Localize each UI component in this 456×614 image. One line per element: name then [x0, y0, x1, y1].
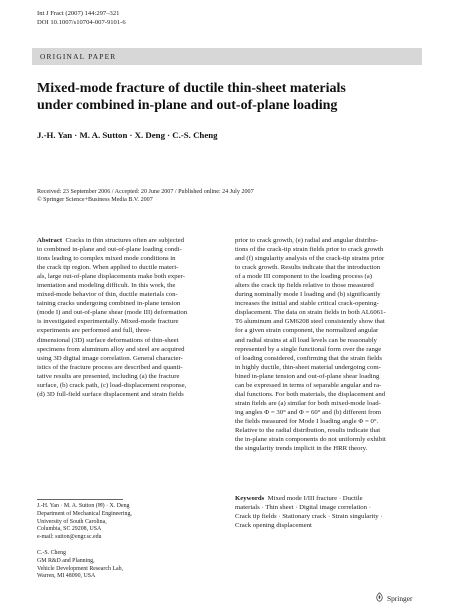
affiliation-line: Warren, MI 48090, USA	[37, 573, 96, 580]
publication-dates	[37, 189, 254, 205]
abstract-line: to crack growth. Results indicate that the introduction	[235, 264, 381, 272]
abstract-line: ing angles Φ = 30° and Φ = 60° and (b) different from	[235, 408, 382, 416]
abstract-line: of loading considered, confirming that the strain fields	[235, 354, 382, 362]
abstract-line: T6 aluminum and GM6208 steel consistently show that	[235, 318, 385, 326]
abstract-line: of a mode III component to the loading process (a)	[235, 273, 373, 281]
abstract-line: bined in-plane tension and out-of-plane shear loading	[235, 372, 380, 380]
affiliation-line: Columbia, SC 29208, USA	[37, 526, 102, 533]
abstract-line: using 3D digital image correlation. General character-	[37, 354, 183, 362]
abstract-left-column	[37, 236, 218, 399]
keywords-line: Crack opening displacement	[235, 522, 312, 530]
abstract-line: the singularity trends implicit in the HRR theory.	[235, 445, 368, 453]
keywords-line: Crack tip fields · Stationary crack · Strain singularity ·	[235, 513, 383, 521]
title-line-1: Mixed-mode fracture of ductile thin-sheet materials	[37, 81, 346, 96]
abstract-line: is investigated experimentally. Mixed-mode fracture	[37, 318, 179, 326]
affiliation-line: Vehicle Development Research Lab,	[37, 565, 124, 572]
abstract-line: prior to crack growth, (e) radial and angular distribu-	[235, 237, 379, 244]
affiliation-line: J.-H. Yan · M. A. Sutton (✉) · X. Deng	[37, 503, 130, 509]
abstract-line: the fields measured for Mode I loading angle Φ = 0°.	[235, 417, 379, 425]
abstract-heading: Abstract	[37, 237, 63, 244]
affiliation-line: GM R&D and Planning,	[37, 557, 95, 564]
abstract-line: alters the crack tip fields relative to those measured	[235, 282, 374, 290]
abstract-line: surface, (b) crack path, (c) load-displacement response,	[37, 381, 187, 389]
abstract-line: increases the initial and stable critical crack-opening-	[235, 300, 379, 308]
abstract-right-column	[235, 236, 418, 453]
abstract-line: experiments are performed and full, three-	[37, 327, 152, 335]
journal-citation	[37, 10, 126, 27]
abstract-line: als, large out-of-plane displacements make both exper-	[37, 273, 185, 281]
abstract-line: during nominally mode I loading and (b) significantly	[235, 291, 381, 299]
springer-logo-icon	[375, 592, 384, 604]
section-label: ORIGINAL PAPER	[40, 51, 117, 61]
author-list: J.-H. Yan · M. A. Sutton · X. Deng · C.-S. Cheng	[37, 130, 218, 140]
affiliation-line: University of South Carolina,	[37, 518, 107, 525]
abstract-line: (d) 3D full-field surface displacement and strain fields	[37, 390, 184, 398]
paper-title	[37, 80, 427, 114]
abstract-line: displacement. The data on strain fields in both AL6061-	[235, 309, 386, 317]
affiliation-usc	[37, 503, 218, 542]
abstract-line: Relative to the radial distribution, results indicate that	[235, 426, 381, 434]
keywords-line: Keywords Mixed mode I/III fracture · Ductile	[235, 495, 363, 502]
affiliation-line: Department of Mechanical Engineering,	[37, 510, 132, 517]
affiliation-line: C.-S. Cheng	[37, 550, 66, 556]
keywords-heading: Keywords	[235, 495, 265, 502]
abstract-line: strain fields are (a) similar for both mixed-mode load-	[235, 399, 381, 407]
abstract-line: dimensional (3D) surface deformations of thin-sheet	[37, 336, 179, 344]
title-line-2: under combined in-plane and out-of-plane loading	[37, 98, 338, 113]
copyright-line: © Springer Science+Business Media B.V. 2007	[37, 196, 153, 203]
abstract-line: tions of the crack-tip strain fields prior to crack growth	[235, 246, 384, 254]
abstract-line: mixed-mode behavior of thin, ductile materials con-	[37, 291, 178, 299]
abstract-line: and radial strains at all load levels can be reasonably	[235, 336, 377, 344]
abstract-line: can be expressed in terms of separable angular and ra-	[235, 381, 382, 389]
abstract-line: imentation and modeling difficult. In this work, the	[37, 282, 176, 290]
keywords-block	[235, 494, 418, 530]
abstract-line: and (f) singularity analysis of the crack-tip strains prior	[235, 255, 385, 263]
abstract-line: to combined in-plane and out-of-plane loading condi-	[37, 246, 182, 254]
abstract-line: (mode I) and out-of-plane shear (mode III) deformation	[37, 309, 188, 317]
abstract-line: specimens from aluminum alloy and steel are acquired	[37, 345, 185, 353]
journal-doi-line: DOI 10.1007/s10704-007-9101-6	[37, 18, 126, 26]
abstract-line: istics of the fracture process are described and quanti-	[37, 363, 183, 371]
dates-line: Received: 23 September 2006 / Accepted: 20 June 2007 / Published online: 24 July 2007	[37, 189, 254, 195]
abstract-line: in highly ductile, thin-sheet material undergoing com-	[235, 363, 381, 371]
abstract-line: for a given strain component, the normalized angular	[235, 327, 379, 335]
journal-volume-line: Int J Fract (2007) 144:297–321	[37, 10, 120, 17]
abstract-line: taining cracks undergoing combined in-plane tension	[37, 300, 181, 308]
abstract-line: tative results are presented, including (a) the fracture	[37, 372, 180, 380]
abstract-line: tions leading to complex mixed mode conditions in	[37, 255, 176, 263]
affiliation-email: e-mail: sutton@engr.sc.edu	[37, 534, 102, 541]
abstract-line: the crack tip region. When applied to ductile materi-	[37, 264, 179, 272]
abstract-line: dial functions. For both materials, the displacement and	[235, 390, 386, 398]
footnote-rule	[37, 499, 123, 500]
abstract-line: represented by a single functional form over the range	[235, 345, 382, 353]
publisher-name: Springer	[387, 593, 413, 603]
publisher-footer	[375, 592, 412, 604]
affiliation-gm	[37, 550, 218, 581]
keywords-line: materials · Thin sheet · Digital image correlation ·	[235, 504, 371, 512]
abstract-line: Abstract Cracks in thin structures often are subjected	[37, 237, 184, 244]
abstract-line: the in-plane strain components do not uniformly exhibit	[235, 436, 386, 444]
